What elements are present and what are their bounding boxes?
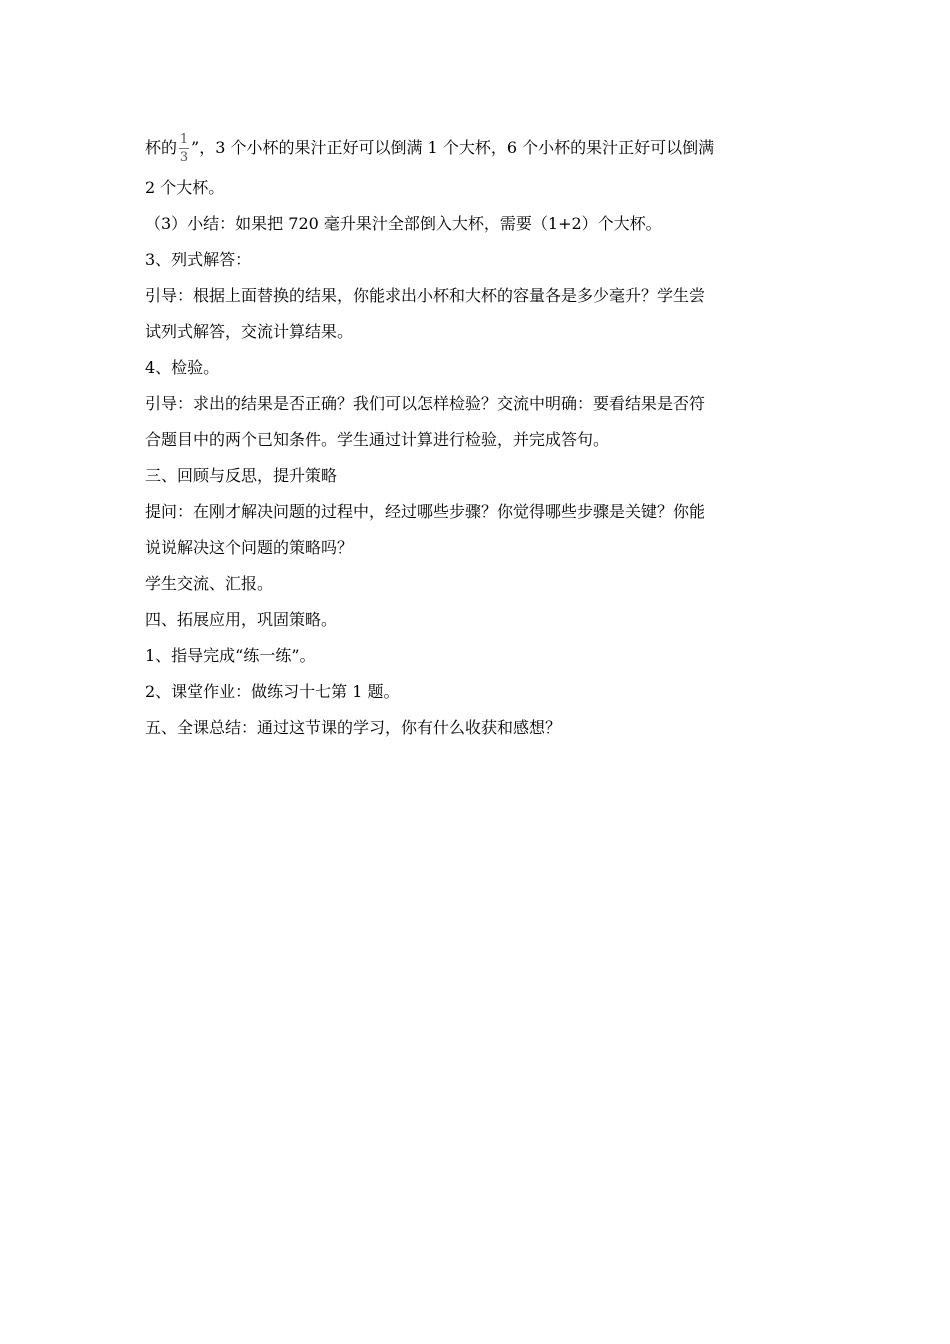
- paragraph-line: 提问：在刚才解决问题的过程中，经过哪些步骤？你觉得哪些步骤是关键？你能: [145, 502, 706, 521]
- fraction-one-third: [179, 132, 189, 165]
- text-segment: ”，3 个小杯的果汁正好可以倒满 1 个大杯，6 个小杯的果汁正好可以倒满: [191, 138, 715, 157]
- section-heading-extension: 四、拓展应用，巩固策略。: [145, 610, 338, 629]
- text-segment: 杯的: [145, 138, 178, 157]
- document-body: [145, 126, 810, 746]
- summary-line: （3）小结：如果把 720 毫升果汁全部倒入大杯，需要（1+2）个大杯。: [145, 214, 662, 233]
- fraction-denominator: 3: [179, 149, 189, 165]
- section-heading-review: 三、回顾与反思，提升策略: [145, 466, 338, 485]
- section-heading-3: 3、列式解答：: [145, 250, 252, 269]
- list-item: 2、课堂作业：做练习十七第 1 题。: [145, 682, 400, 701]
- paragraph-line: 引导：求出的结果是否正确？我们可以怎样检验？交流中明确：要看结果是否符: [145, 394, 706, 413]
- paragraph-line: 引导：根据上面替换的结果，你能求出小杯和大杯的容量各是多少毫升？学生尝: [145, 286, 706, 305]
- paragraph-line: 说说解决这个问题的策略吗？: [145, 538, 354, 557]
- fraction-bar: [179, 148, 189, 149]
- paragraph-line: 学生交流、汇报。: [145, 574, 274, 593]
- paragraph-line: 试列式解答，交流计算结果。: [145, 322, 354, 341]
- fraction-numerator: 1: [179, 131, 189, 147]
- paragraph-line-2: 2 个大杯。: [145, 178, 225, 197]
- section-heading-4: 4、检验。: [145, 358, 220, 377]
- list-item: 1、指导完成“练一练”。: [145, 646, 316, 665]
- section-heading-summary: 五、全课总结：通过这节课的学习，你有什么收获和感想？: [145, 718, 562, 737]
- paragraph-line-1: [145, 126, 810, 170]
- paragraph-line: 合题目中的两个已知条件。学生通过计算进行检验，并完成答句。: [145, 430, 610, 449]
